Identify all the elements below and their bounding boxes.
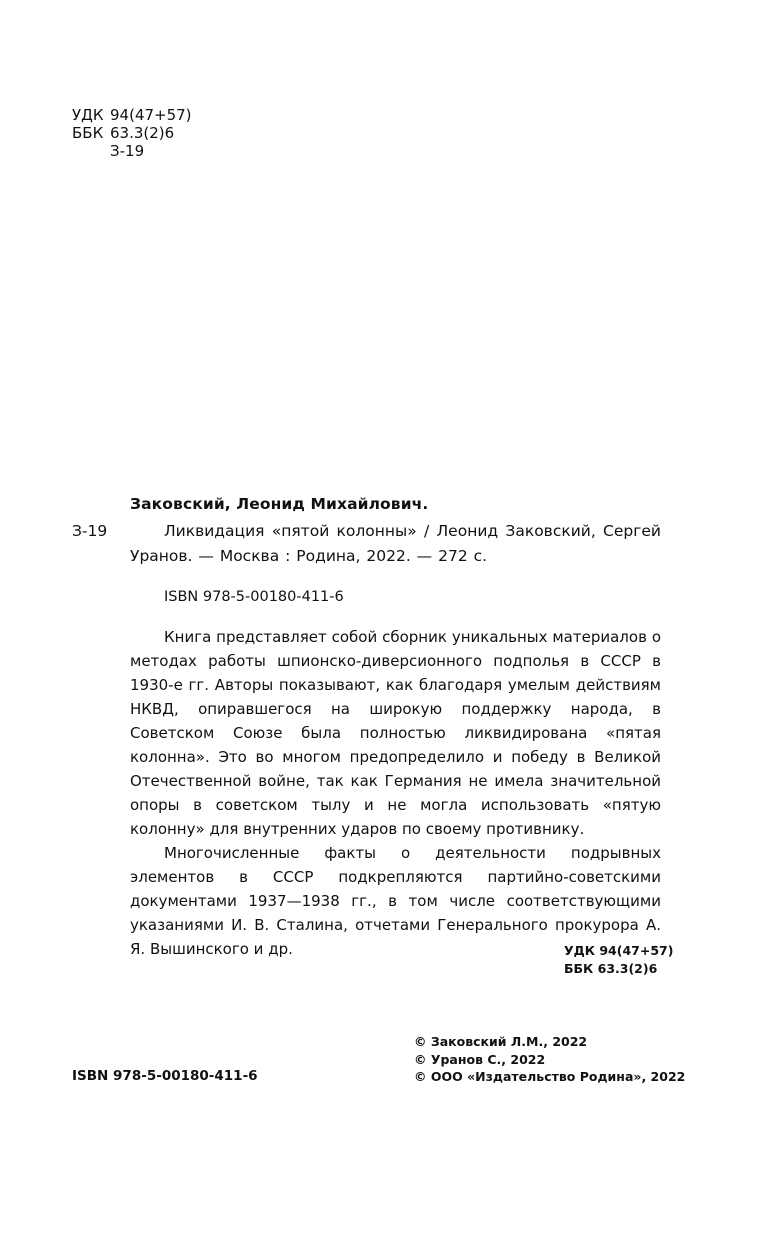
isbn-main: ISBN 978-5-00180-411-6 [72, 1068, 258, 1084]
entry-author: Заковский, Леонид Михайлович. [130, 495, 429, 513]
bbk-row [72, 124, 192, 142]
copyright-line: © ООО «Издательство Родина», 2022 [414, 1069, 686, 1084]
annotation-paragraph: Книга представляет собой сборник уникальных материалов о методах работы шпионско-диверсионного подполья в СССР в 1930-е гг. Авторы показывают, как благодаря умелым действиям НКВД, опиравшегося на широкую поддержку народа, в Советском Союзе была полностью ликвидирована «пятая колонна». Это во многом предопределило и победу в Великой Отечественной войне, так как Германия не имела значительной опоры в советском тылу и не могла использовать «пятую колонну» для внутренних ударов по своему противнику. [130, 628, 661, 838]
annotation [130, 625, 661, 961]
udk-row [72, 106, 192, 124]
bbk-label: ББК [72, 124, 104, 142]
annotation-paragraph: Многочисленные факты о деятельности подрывных элементов в СССР подкрепляются партийно-советскими документами 1937—1938 гг., в том числе соответствующими указаниями И. В. Сталина, отчетами Генерального прокурора А. Я. Вышинского и др. [130, 844, 661, 958]
copyright-line: © Уранов С., 2022 [414, 1051, 546, 1067]
author-code-top: З-19 [110, 142, 145, 160]
classification-block-bottom [564, 942, 673, 978]
catalog-entry [72, 492, 661, 961]
copyright-block [414, 1033, 685, 1086]
copyright-line: © Заковский Л.М., 2022 [414, 1034, 588, 1049]
bbk-value: 63.3(2)6 [110, 124, 175, 142]
entry-description: Ликвидация «пятой колонны» / Леонид Заковский, Сергей Уранов. — Москва : Родина, 2022. — 272 с. [130, 522, 661, 565]
udk-label: УДК [72, 106, 104, 124]
classification-block-top [72, 106, 192, 160]
bbk-bottom: ББК 63.3(2)6 [564, 961, 658, 976]
entry-isbn: ISBN 978-5-00180-411-6 [164, 589, 344, 605]
udk-bottom: УДК 94(47+57) [564, 943, 674, 958]
entry-author-code: З-19 [72, 522, 108, 540]
udk-value: 94(47+57) [110, 106, 192, 124]
